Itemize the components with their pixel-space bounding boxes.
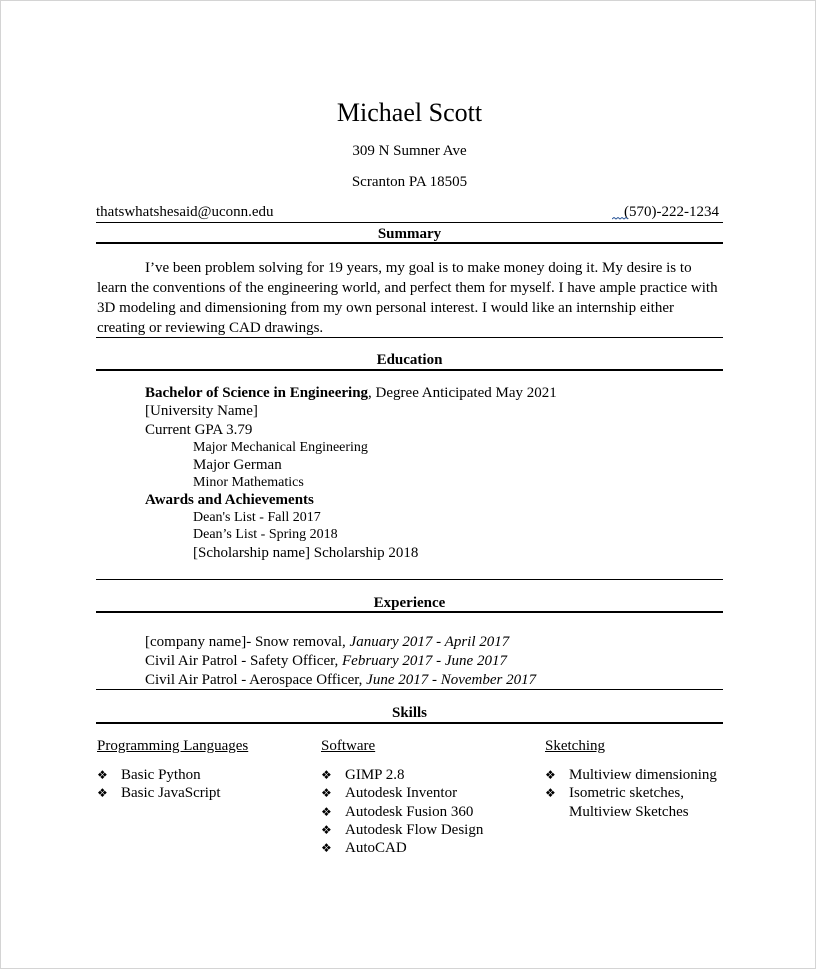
degree-title: Bachelor of Science in Engineering bbox=[145, 385, 369, 401]
experience-item bbox=[145, 671, 536, 689]
software-title: Software bbox=[321, 738, 376, 754]
sketching-list bbox=[545, 766, 723, 821]
diamond-bullet-icon: ❖ bbox=[321, 786, 332, 801]
experience-heading: Experience bbox=[373, 595, 446, 611]
education-heading: Education bbox=[376, 352, 443, 368]
diamond-bullet-icon: ❖ bbox=[321, 804, 332, 819]
contact-row bbox=[96, 203, 723, 221]
programming-languages-title: Programming Languages bbox=[97, 738, 249, 754]
list-item: ❖ Autodesk Inventor bbox=[321, 785, 458, 802]
divider bbox=[96, 689, 723, 690]
diamond-bullet-icon: ❖ bbox=[545, 786, 556, 801]
major-item: Minor Mathematics bbox=[193, 475, 304, 490]
diamond-bullet-icon: ❖ bbox=[97, 786, 108, 801]
diamond-bullet-icon: ❖ bbox=[545, 768, 556, 782]
major-item: Major German bbox=[193, 457, 282, 473]
diamond-bullet-icon: ❖ bbox=[321, 841, 332, 856]
experience-title: Civil Air Patrol - Safety Officer, bbox=[145, 653, 342, 669]
experience-item bbox=[145, 633, 509, 651]
divider bbox=[96, 611, 723, 613]
phone bbox=[624, 203, 719, 221]
list-item: ❖ AutoCAD bbox=[321, 840, 407, 857]
list-item: ❖ Multiview dimensioning bbox=[545, 767, 717, 783]
experience-item bbox=[145, 652, 507, 670]
summary-text: I’ve been problem solving for 19 years, my goal is to make money doing it. My desire is to learn the conventions of the engineering world, and perfect them for myself. I have ample practice with 3D modeling and dimensioning from my own personal interest. I would like an internship either creating or reviewing CAD drawings. bbox=[97, 260, 718, 336]
experience-dates: January 2017 - April 2017 bbox=[349, 634, 510, 650]
phone-text: (570)-222-1234 bbox=[624, 204, 719, 220]
sketching-title: Sketching bbox=[545, 738, 605, 754]
degree-anticipated: , Degree Anticipated May 2021 bbox=[368, 385, 557, 401]
summary-heading: Summary bbox=[377, 226, 442, 242]
programming-list bbox=[97, 766, 307, 803]
divider bbox=[96, 369, 723, 371]
divider bbox=[96, 337, 723, 338]
experience-dates: June 2017 - November 2017 bbox=[366, 672, 537, 688]
divider bbox=[96, 722, 723, 724]
award-item: Dean’s List - Spring 2018 bbox=[193, 527, 338, 542]
diamond-bullet-icon: ❖ bbox=[321, 822, 332, 837]
address-line-1: 309 N Sumner Ave bbox=[352, 143, 467, 159]
diamond-bullet-icon: ❖ bbox=[97, 768, 108, 782]
address-line-2: Scranton PA 18505 bbox=[351, 174, 468, 190]
experience-dates: February 2017 - June 2017 bbox=[342, 653, 507, 669]
list-item: ❖ Basic JavaScript bbox=[97, 785, 221, 802]
divider bbox=[96, 242, 723, 244]
software-list bbox=[321, 766, 531, 857]
award-item: [Scholarship name] Scholarship 2018 bbox=[193, 545, 419, 561]
major-item: Major Mechanical Engineering bbox=[193, 440, 368, 455]
list-item: ❖ Autodesk Fusion 360 bbox=[321, 803, 474, 820]
university-name: [University Name] bbox=[145, 403, 258, 419]
experience-title: Civil Air Patrol - Aerospace Officer, bbox=[145, 672, 367, 688]
awards-title: Awards and Achievements bbox=[145, 492, 314, 508]
divider bbox=[96, 579, 723, 580]
resume-name: Michael Scott bbox=[336, 98, 483, 127]
list-item: ❖ Isometric sketches, Multiview Sketches bbox=[545, 785, 689, 820]
degree-line bbox=[145, 384, 557, 402]
divider bbox=[96, 222, 723, 223]
skills-heading: Skills bbox=[391, 705, 428, 721]
email: thatswhatshesaid@uconn.edu bbox=[96, 204, 274, 220]
gpa: Current GPA 3.79 bbox=[145, 422, 253, 438]
diamond-bullet-icon: ❖ bbox=[321, 768, 332, 782]
experience-title: [company name]- Snow removal, bbox=[145, 634, 350, 650]
list-item: ❖ Basic Python bbox=[97, 767, 201, 783]
list-item: ❖ GIMP 2.8 bbox=[321, 767, 405, 783]
list-item: ❖ Autodesk Flow Design bbox=[321, 821, 484, 838]
award-item: Dean's List - Fall 2017 bbox=[193, 510, 321, 525]
spellcheck-squiggle-icon bbox=[612, 217, 628, 220]
